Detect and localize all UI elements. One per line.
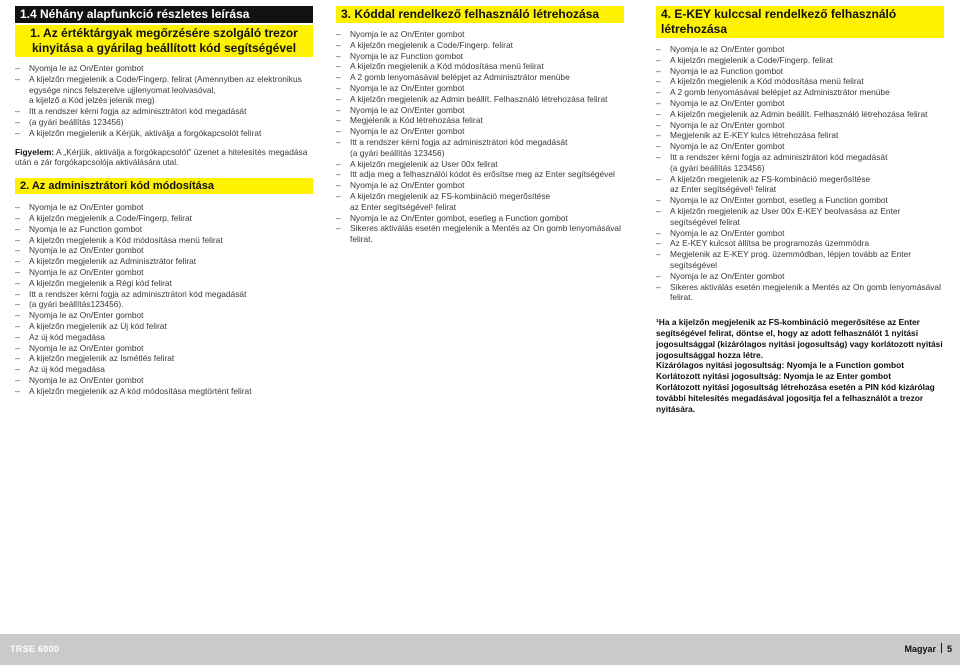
step-item: – Nyomja le az On/Enter gombot [656,44,944,55]
footnote-line: Korlátozott nyitási jogosultság: Nyomja le az Enter gombot [656,371,891,382]
step-item: – (a gyári beállítás123456). [15,299,313,310]
step-item-continuation: egysége nincs felszerelve ujjlenyomat leolvasóval, [29,84,216,95]
step-item: – Nyomja le az On/Enter gombot [15,310,313,321]
footnote-line: Kizárólagos nyitási jogosultság: Nyomja le a Function gombot [656,360,905,371]
step-item: – A 2 gomb lenyomásával belépjet az Adminisztrátor menübe [336,72,624,83]
step-item: – Nyomja le az On/Enter gombot [15,245,313,256]
step-item: – A kijelzőn megjelenik a Kód módosítása menü felirat [336,61,624,72]
step-item: – Nyomja le az On/Enter gombot [15,375,313,386]
step-item: – A kijelzőn megjelenik az Ismétlés felirat [15,353,313,364]
step-item: – A kijelzőn megjelenik az A kód módosítása megtörtént felirat [15,386,313,397]
footnote-line: Korlátozott nyitási jogosultság létrehozása esetén a PIN kód kizárólag [656,381,935,392]
step-item: – Az E-KEY kulcsot állítsa be programozás üzemmódra [656,238,944,249]
warning-note [15,147,313,169]
column-right [656,6,944,414]
step-item: – A kijelzőn megjelenik a Code/Fingerp. felirat [336,40,624,51]
step-item: – Sikeres aktiválás esetén megjelenik a Mentés az On gomb lenyomásával felirat. [336,223,624,245]
step-item: – Az új kód megadása [15,332,313,343]
step-item: – Nyomja le az On/Enter gombot [336,83,624,94]
step-item: – Nyomja le az Function gombot [15,224,313,235]
step-item: – Nyomja le az Function gombot [336,51,624,62]
warning-label: Figyelem: [15,146,55,157]
step-item: – A kijelzőn megjelenik a Kód módosítása menü felirat [656,76,944,87]
step-item: – Nyomja le az On/Enter gombot, esetleg a Function gombot [336,213,624,224]
step-item: – A kijelzőn megjelenik a Code/Fingerp. felirat [656,55,944,66]
step-item: – A kijelzőn megjelenik az User 00x felirat [336,159,624,170]
step-item: – Megjelenik a Kód létrehozása felirat [336,115,624,126]
step-item: – Az új kód megadása [15,364,313,375]
column-left [15,6,313,397]
step-item: – Nyomja le az On/Enter gombot [15,63,313,74]
step-item: – A kijelzőn megjelenik a Régi kód felirat [15,278,313,289]
subsection-1-title-line1: 1. Az értéktárgyak megőrzésére szolgáló trezor [30,26,298,40]
subsection-1-title-line2: kinyitása a gyárilag beállított kód segítségével [31,41,297,55]
footnote-line: további hitelesítés megadásával jogosítja fel a felhasználót a trezor [656,392,924,403]
footnote-line: ¹Ha a kijelzőn megjelenik az FS-kombináció megerősítése az Enter [656,317,920,328]
step-item: – Itt a rendszer kérni fogja az adminisztrátori kód megadását [15,106,313,117]
step-item: – Nyomja le az On/Enter gombot [656,98,944,109]
step-item-continuation: a kijelző a Kód jelzés jelenik meg) [29,95,155,106]
step-item: – Nyomja le az On/Enter gombot [336,126,624,137]
step-item: – A kijelzőn megjelenik az Új kód felirat [15,321,313,332]
step-item: – A kijelzőn megjelenik az FS-kombináció megerősítése [336,191,624,202]
model-name: TRSE 6000 [10,644,60,654]
page-number: 5 [946,644,952,654]
section-title: 1.4 Néhány alapfunkció részletes leírása [15,6,313,23]
step-item: – A kijelzőn megjelenik az Admin beállít. Felhasználó létrehozása felirat [336,94,624,105]
step-item: – Nyomja le az On/Enter gombot [656,271,944,282]
subsection-2-title: 2. Az adminisztrátori kód módosítása [15,178,313,194]
footer-divider [941,643,942,653]
step-item: – (a gyári beállítás 123456) [15,117,313,128]
step-item: – A kijelzőn megjelenik az FS-kombináció megerősítése [656,174,944,185]
step-item: – Nyomja le az On/Enter gombot [336,105,624,116]
warning-text: A „Kérjük, aktiválja a forgókapcsolót” üzenet a hitelesítés megadása után a zár forgókapcsolója aktiválására utal. [15,146,308,168]
step-item: – Nyomja le az On/Enter gombot [15,343,313,354]
step-item: – Itt adja meg a felhasználói kódot és erősítse meg az Enter segítségével [336,169,624,180]
step-item: – Sikeres aktiválás esetén megjelenik a Mentés az On gomb lenyomásával felirat. [656,282,944,304]
step-item: – Nyomja le az On/Enter gombot, esetleg a Function gombot [656,195,944,206]
step-item: – Megjelenik az E-KEY prog. üzemmódban, lépjen tovább az Enter segítségével [656,249,944,271]
footnote-line: segítségével felirat, döntse el, hogy az adott felhasználót 1 nyitási [656,327,919,338]
subsection-3-title: 3. Kóddal rendelkező felhasználó létrehozása [336,6,624,23]
step-item: – A kijelzőn megjelenik a Kód módosítása menü felirat [15,235,313,246]
step-item: – A kijelzőn megjelenik az User 00x E-KEY beolvasása az Enter segítségével felirat [656,206,944,228]
step-item: – Itt a rendszer kérni fogja az adminisztrátori kód megadását [15,289,313,300]
step-item: – Nyomja le az On/Enter gombot [336,180,624,191]
subsection-1-steps [15,63,313,139]
step-item: – Nyomja le az On/Enter gombot [336,29,624,40]
subsection-2-steps [15,202,313,396]
step-item-continuation: az Enter segítségével¹ felirat [350,201,457,212]
page-info [904,643,952,654]
step-item: – A kijelzőn megjelenik a Kérjük, aktiválja a forgókapcsolót felirat [15,128,313,139]
step-item-continuation: (a gyári beállítás 123456) [350,147,445,158]
step-item: – Nyomja le az On/Enter gombot [15,202,313,213]
subsection-4-title: 4. E-KEY kulccsal rendelkező felhasználó létrehozása [656,6,944,38]
step-item: – Nyomja le az On/Enter gombot [15,267,313,278]
step-item-continuation: (a gyári beállítás 123456) [670,162,765,173]
step-item: – A kijelzőn megjelenik az Adminisztrátor felirat [15,256,313,267]
step-item: – Nyomja le az On/Enter gombot [656,141,944,152]
subsection-3-steps [336,29,624,245]
step-item: – Nyomja le az Function gombot [656,66,944,77]
step-item: – Nyomja le az On/Enter gombot [656,228,944,239]
footnote-line: jogosultsággal (kizárólagos nyitási jogosultság) vagy korlátozott nyitási [656,338,943,349]
column-middle [336,6,624,245]
footnote-line: jogosultsággal hozza létre. [656,349,764,360]
step-item: – Megjelenik az E-KEY kulcs létrehozása felirat [656,130,944,141]
step-item-continuation: az Enter segítségével¹ felirat [670,184,777,195]
footnote [656,317,944,414]
step-item: – A kijelzőn megjelenik az Admin beállít. Felhasználó létrehozása felirat [656,109,944,120]
subsection-4-steps [656,44,944,303]
step-item: – A 2 gomb lenyomásával belépjet az Adminisztrátor menübe [656,87,944,98]
step-item: – A kijelzőn megjelenik a Code/Fingerp. felirat [15,213,313,224]
step-item: – A kijelzőn megjelenik a Code/Fingerp. felirat (Amennyiben az elektronikus [15,74,313,85]
step-item: – Itt a rendszer kérni fogja az adminisztrátori kód megadását [656,152,944,163]
page-footer [0,634,960,665]
step-item: – Nyomja le az On/Enter gombot [656,120,944,131]
step-item: – Itt a rendszer kérni fogja az adminisztrátori kód megadását [336,137,624,148]
subsection-1-title [15,25,313,57]
language-label: Magyar [904,644,936,654]
footnote-line: nyitására. [656,403,696,414]
